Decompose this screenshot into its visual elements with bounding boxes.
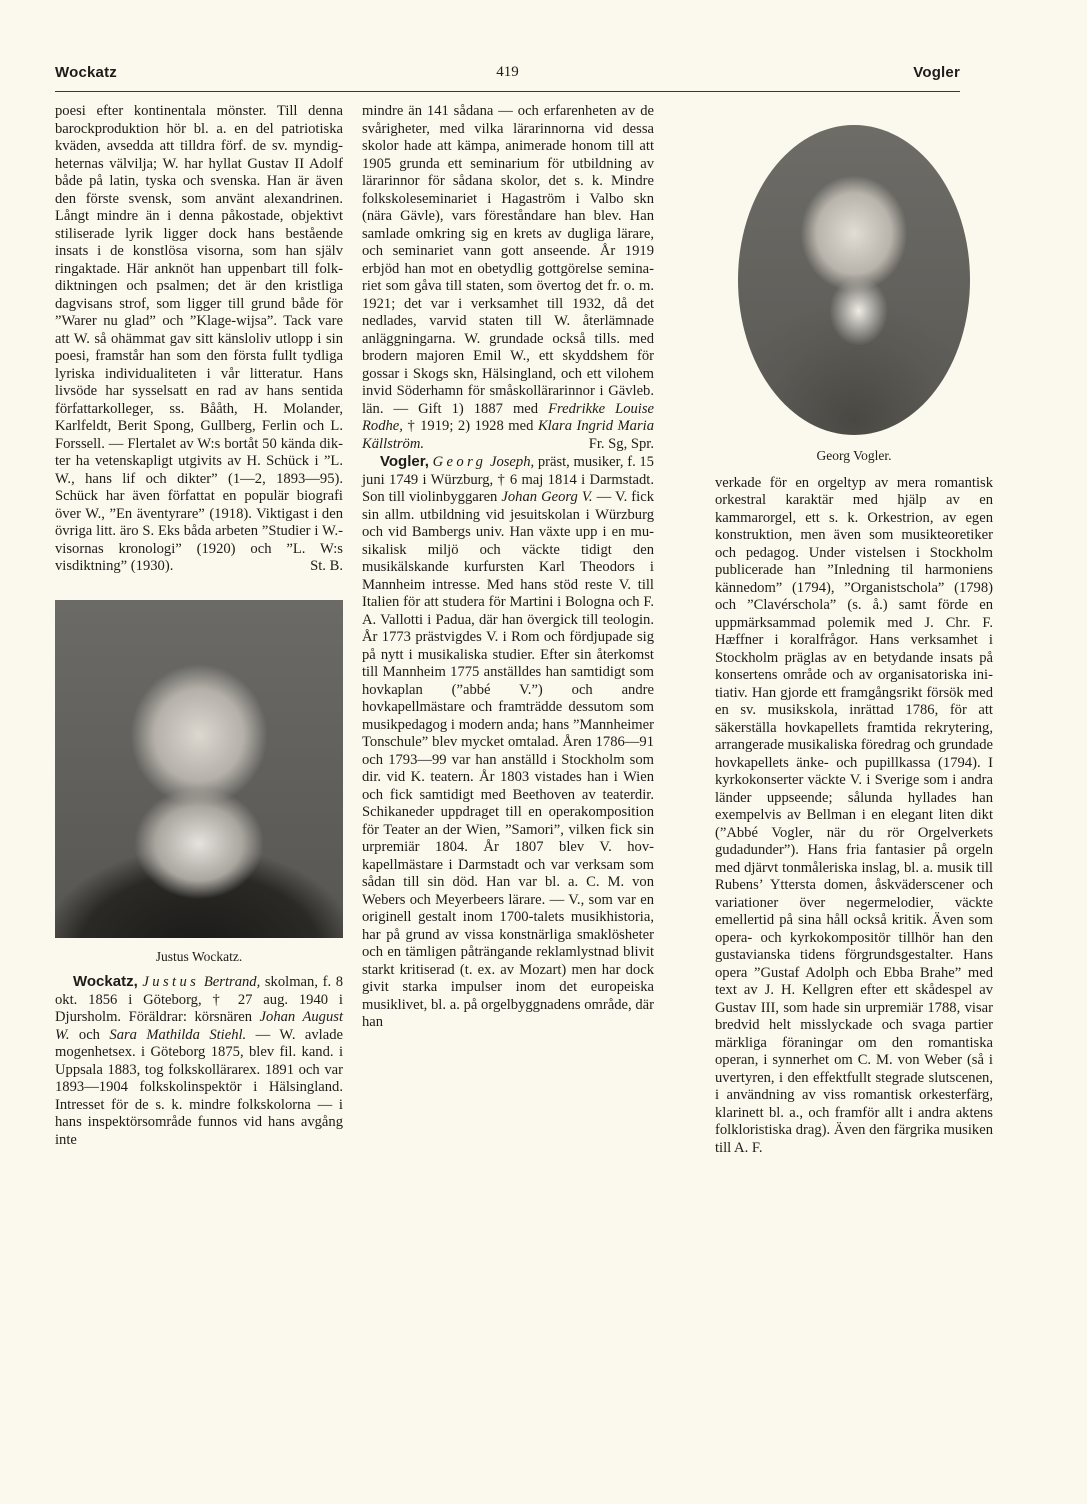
father-name: Johan Georg V. [501,489,593,505]
father-name: Johan August W. [55,1009,344,1043]
given-name-italic: Bertrand, [203,974,261,990]
entry-text: och [69,1026,110,1043]
entry-headword: Vogler, [380,453,429,470]
entry-vogler-georg [362,453,654,1032]
author-signature: Fr. Sg, Spr. [588,435,654,452]
page-number: 419 [496,64,519,80]
running-header [55,60,960,86]
vogler-continuation: verkade för en orgeltyp av mera romantisk orkestral karaktär med hjälp av en kammarorgel, ett s. k. Orkestrion, av egen konstruktion, men även som musikteoretiker och pedagog. Under vistelsen i Stockholm publicerade han ”Inledning til harmoniens kännedom” (1794), ”Organistschola” (1798) och ”Clavérschola” (s. å.) samt förde en uppmärksammad polemik med J. Chr. F. Hæffner i koralfrågor. Hans verksamhet i Stockholm präglas av en betydande insats på konsertens område och av organisatoriska initiativ. Han gjorde ett framgångsrikt försök med en sv. musikskola, inrättad 1786, för att säkerställa hovkapellets framtida rekrytering, arrangerade musikaliska föredrag och grundade hovkapellets änke- och pupillkassa (1794). I kyrkokonserter väckte V. i Sverige som i andra länder uppseende; sålunda hyllades han exempelvis av Bellman i en elegant liten dikt (”Abbé Vogler, när du rör Orgelverkets gudadunder”). Hans fria fantasier på orgeln med djärvt tonmåleriska inslag, bl. a. musik till Rubens’ Yttersta domen, åskväderscener och variationer över negermelodier, väckte emellertid på sina håll också kritik. Även som opera- och kyrkokompositör tillhör han den gustavianska tidens förgrundsgestalter. Hans opera ”Gustaf Adolph och Ebba Brahe” med text av J. H. Kellgren efter ett skådespel av Gustav III, som hade sin urpremiär 1788, visar bredvid helt misslyckade och svaga partier märkliga föraningar om den romantiska operan, i synnerhet om C. M. von Weber (så i uvertyren, i den effektfullt stegrade slutscenen, i användning av viss romantisk orkesterfärg, klarinett bl. a., och framför allt i andra aktens folkloristiska drag). Även den färgrika musiken till A. F. [715,474,993,1156]
spouse-1: Fredrikke Louise Rodhe, [362,400,654,434]
wockatz-j-continuation [362,103,654,453]
continuation-text: poesi efter kontinentala mönster. Till denna barockproduktion hör bl. a. en del patriotiska kväden, avsedda att tilldra förf. de sv. myndigheternas välvilja; W. har hyllat Gustav II Adolf både på latin, tyska och svenska. Han är även den förste svensk, som använt alexandrinen. Långt mindre än i denna påkostade, objektivt stiliserade lyrik ligger dock hans bestående insats i de konstlösa visorna, som han själv ringaktade. Här anknöt han uppenbart till folkdiktningen och psalmen; det är den kristliga dagvisans strof, som ligger till grund både för ”Warer nu glad” och ”Klage-wijsa”. Tack vare att W. så ohämmat gav sitt känsloliv utlopp i sin poesi, framstår han som den första fullt tydliga lyriska individualiteten i vår litteratur. Hans livsöde har sysselsatt en rad av hans sentida författarkolleger, ss. Bååth, H. Molander, Karlfeldt, Berit Spong, Gullberg, Ferlin och L. Forssell. — Flertalet av W:s bortåt 50 kända dikter ha vetenskapligt utgivits av H. Schück i ”L. W., hans lif och dikter” (1—2, 1893—95). Schück har även författat en populär biografi över W., ”En äventyrare” (1918). Viktigast i den övriga litt. äro S. Eks båda arbeten ”Studier i W.-visornas kronologi” (1920) och ”L. W:s visdiktning” (1930). [55,103,343,574]
mother-name: Sara Mathilda Stiehl. [109,1026,247,1043]
given-name-spaced: Justus [142,974,200,990]
entry-text: skolman, f. 8 okt. 1856 i Göteborg, † 27 aug. 1940 i Djursholm. Föräldrar: körsnären [55,974,343,1025]
left-guideword: Wockatz [55,64,117,81]
column-1 [55,103,343,1149]
entry-text: präst, musiker, f. 15 juni 1749 i Würzburg, † 6 maj 1814 i Darmstadt. Son till violinbyggaren [362,454,654,505]
entry-text: — W. avlade mogenhetsex. i Göteborg 1875, blev fil. kand. i Uppsala 1883, tog folkskollärarex. 1891 och var 1893—1904 folkskolinspektör i Hälsingland. Intresset för de s. k. mindre folkskolorna — i hans inspektörsområde funnos vid hans avgång inte [55,1026,343,1148]
wockatz-l-continuation [55,103,343,576]
author-signature: St. B. [310,558,343,574]
spouse-2: Klara Ingrid Maria Källström. [362,418,655,452]
given-name-spaced: Georg [432,454,487,470]
right-guideword: Vogler [913,64,960,81]
column-2 [362,103,654,1032]
header-rule [55,91,960,92]
portrait-photo-justus-wockatz [55,600,343,938]
continuation-text: † 1919; 2) 1928 med [402,418,538,434]
portrait-engraving-georg-vogler [738,125,970,435]
photo-caption: Georg Vogler. [816,448,892,463]
continuation-text: mindre än 141 sådana — och erfarenheten av de svårigheter, med vilka lärarinnorna vid dessa skolor hade att kämpa, animerade honom till att 1905 grunda ett seminarium för utbildning av lärarinnor för sådana skolor, det s. k. Mindre folkskoleseminariet i Hagaström i Valbo skn (nära Gävle), vars föreståndare han blev. Han samlade omkring sig en krets av dugliga lärare, och seminariet vann gott anseende. År 1919 erbjöd han mot en obetydlig gottgörelse seminariet som gåva till staten, som övertog det fr. o. m. 1921; det var i verksamhet till 1932, då det nedlades, varvid staten till W. återlämnade anläggningarna. W. grundade också tills. med brodern majoren Emil W., ett skyddshem för gossar i Skogs skn, Hälsingland, och ett vilohem invid Söderhamn för småskollärarinnor i Gävleb. län. — Gift 1) 1887 med [362,103,654,417]
entry-wockatz-justus [55,973,343,1149]
photo-caption: Justus Wockatz. [155,948,243,964]
entry-text: — V. fick sin allm. utbildning vid jesuitskolan i Würzburg och vid Bambergs univ. Han växte upp i en musikalisk miljö och väckte tidigt den musikälskande kurfursten Karl Theodors i Mannheim intresse. Med hans stöd reste V. till Italien för att studera för Martini i Bologna och F. A. Vallotti i Padua, där han övergick till teologin. År 1773 prästvigdes V. i Rom och fördjupade sig på nytt i musikaliska studier. Efter sin återkomst till Mannheim 1775 anställdes han samtidigt som hovkaplan (”abbé V.”) och andre hovkapellmästare och framträdde dessutom som musikpedagog i modern anda; hans ”Mannheimer Tonschule” blev mycket omtalad. Åren 1786—91 och 1793—99 var han anställd i Stockholm som dir. vid K. teatern. År 1803 vistades han i Wien och fick samtidigt med Beethoven av teaterdir. Schikaneder uppdraget till en operakomposition för Teater an der Wien, ”Samori”, vilken fick sin urpremiär 1804. År 1807 blev V. hovkapellmästare i Darmstadt och var verksam som sådan till sin död. Han var bl. a. C. M. von Webers och Meyerbeers lärare. — V., som var en originell gestalt inom 1700-talets musikhistoria, har på grund av vissa konstnärliga smaklösheter och en tämligen påträngande reklamlystnad blivit starkt kritiserad (t. ex. av Mozart) men har dock givit starka impulser inom det europeiska musiklivet, bl. a. på orgelbyggnadens område, där han [362,489,654,1030]
entry-headword: Wockatz, [73,973,138,990]
given-name-italic: Joseph, [489,454,535,470]
column-3 [715,103,993,1157]
